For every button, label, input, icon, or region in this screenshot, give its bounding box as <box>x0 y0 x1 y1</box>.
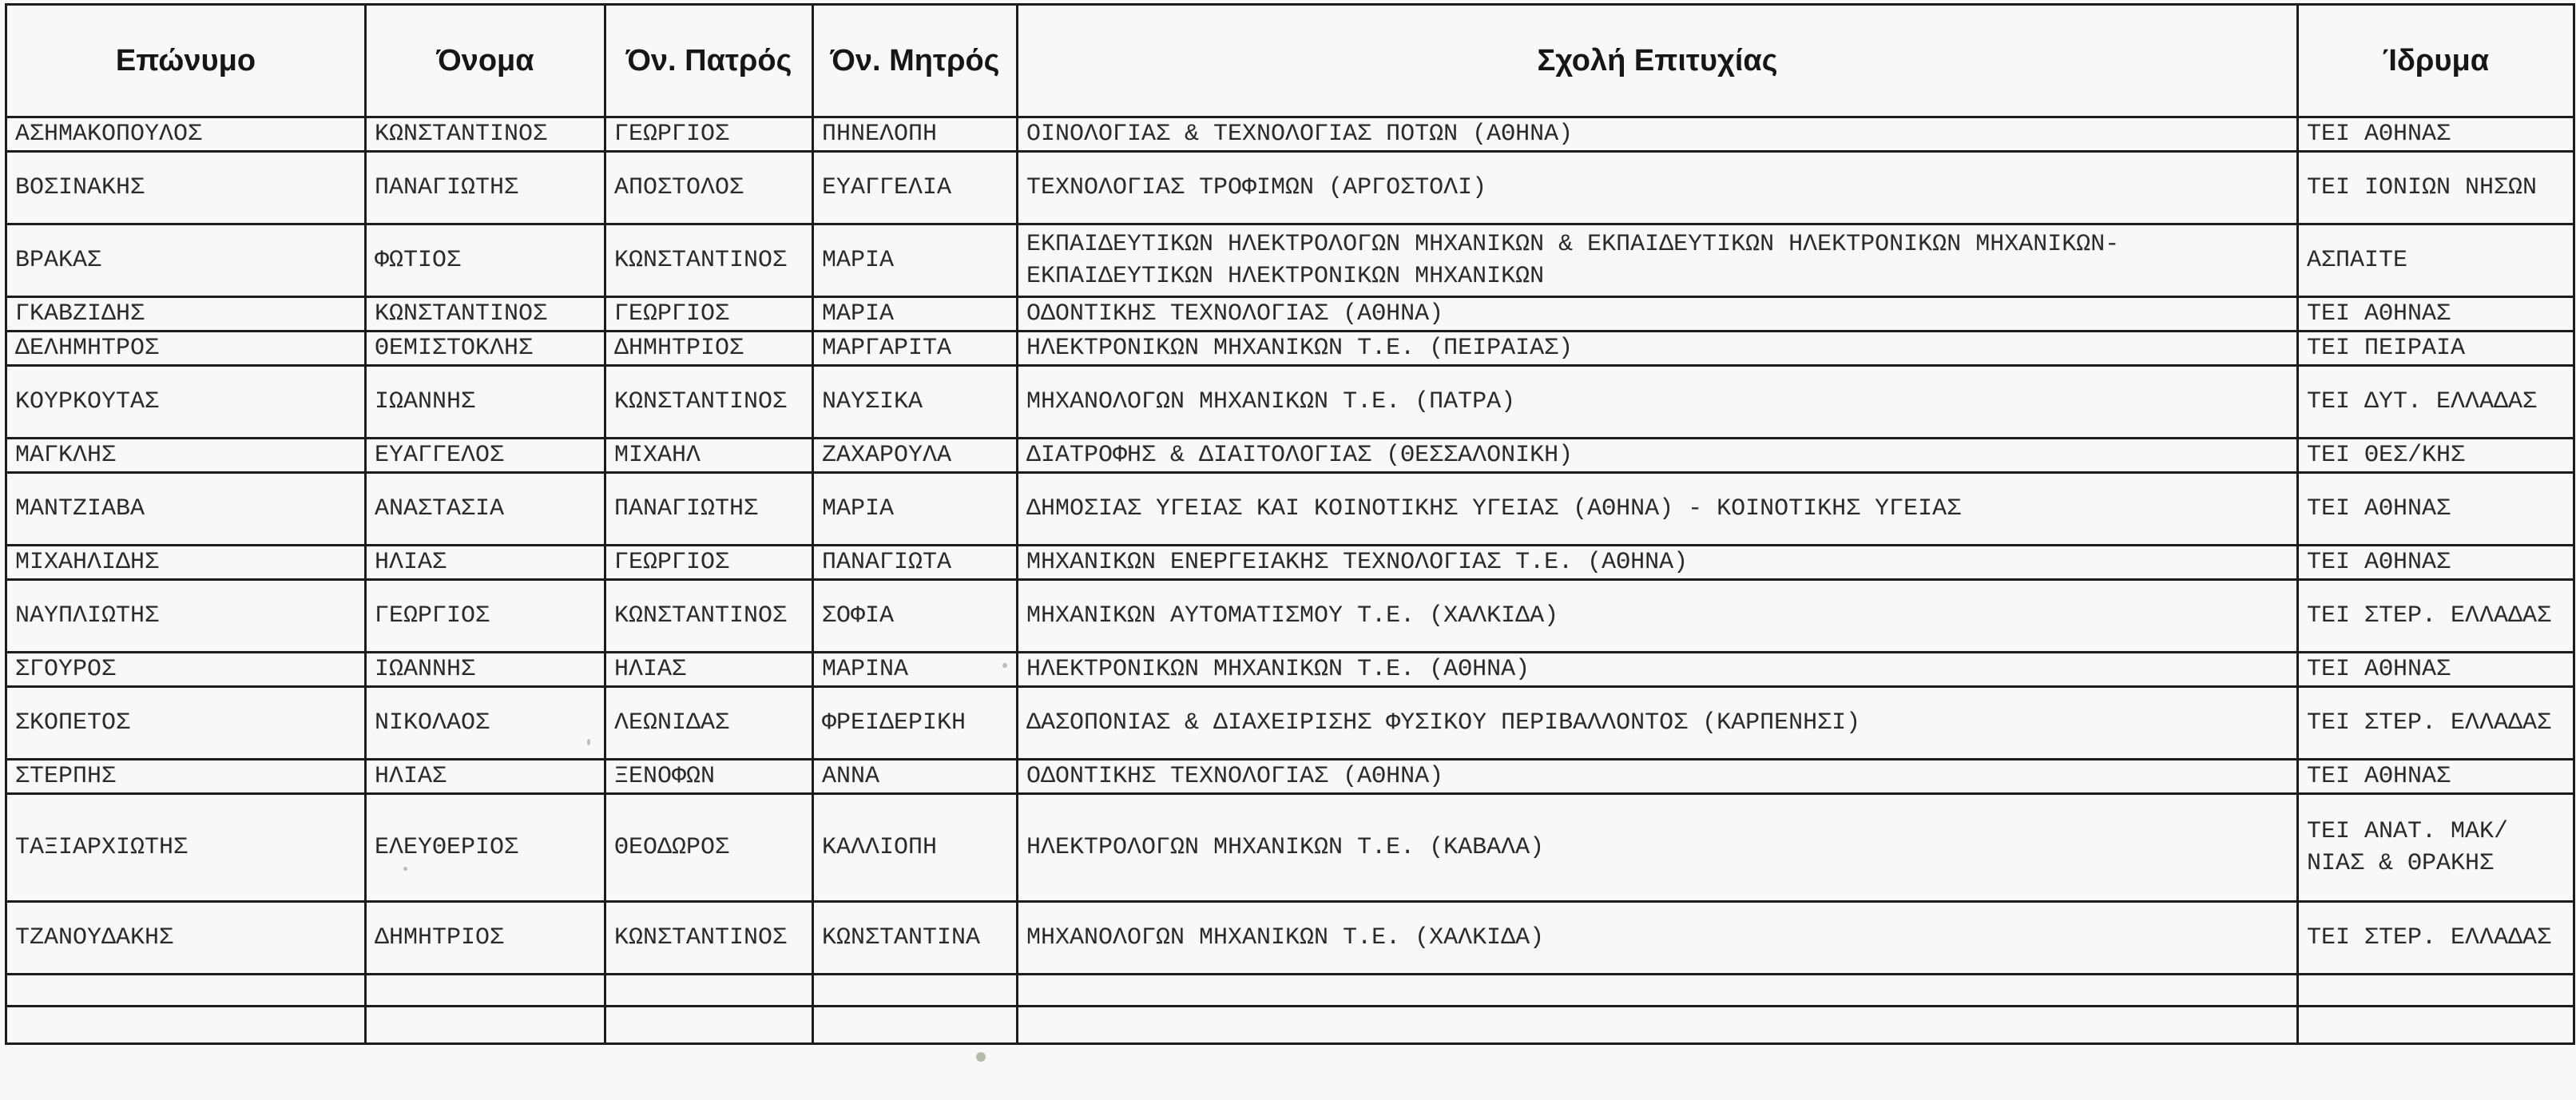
mother-name-cell: ΜΑΡΙΑ <box>813 224 1018 297</box>
table-row <box>6 546 2574 580</box>
blank-row <box>6 1007 2574 1044</box>
table-row <box>6 687 2574 760</box>
institution-cell: ΑΣΠΑΙΤΕ <box>2298 224 2574 297</box>
name-cell: ΗΛΙΑΣ <box>366 546 605 580</box>
name-cell: ΘΕΜΙΣΤΟΚΛΗΣ <box>366 332 605 366</box>
surname-cell: ΜΑΓΚΛΗΣ <box>6 439 366 473</box>
surname-cell: ΜΙΧΑΗΛΙΔΗΣ <box>6 546 366 580</box>
father-name-cell: ΓΕΩΡΓΙΟΣ <box>605 546 813 580</box>
mother-name-cell: ΠΑΝΑΓΙΩΤΑ <box>813 546 1018 580</box>
father-name-cell: ΓΕΩΡΓΙΟΣ <box>605 297 813 332</box>
name-cell: ΙΩΑΝΝΗΣ <box>366 366 605 439</box>
school-cell: ΟΔΟΝΤΙΚΗΣ ΤΕΧΝΟΛΟΓΙΑΣ (ΑΘΗΝΑ) <box>1018 297 2298 332</box>
mother-name-cell: ΚΩΝΣΤΑΝΤΙΝΑ <box>813 902 1018 975</box>
father-name-cell: ΚΩΝΣΤΑΝΤΙΝΟΣ <box>605 902 813 975</box>
scan-speck <box>976 1052 986 1062</box>
scan-speck <box>1002 663 1007 668</box>
surname-cell: ΒΡΑΚΑΣ <box>6 224 366 297</box>
institution-cell: ΤΕΙ ΣΤΕΡ. ΕΛΛΑΔΑΣ <box>2298 687 2574 760</box>
school-cell: ΜΗΧΑΝΟΛΟΓΩΝ ΜΗΧΑΝΙΚΩΝ Τ.Ε. (ΠΑΤΡΑ) <box>1018 366 2298 439</box>
mother-name-cell: ΝΑΥΣΙΚΑ <box>813 366 1018 439</box>
name-cell: ΓΕΩΡΓΙΟΣ <box>366 580 605 653</box>
institution-cell: ΤΕΙ ΠΕΙΡΑΙΑ <box>2298 332 2574 366</box>
table-row <box>6 473 2574 546</box>
col-header-mother-name: Όν. Μητρός <box>813 5 1018 117</box>
mother-name-cell: ΚΑΛΛΙΟΠΗ <box>813 794 1018 902</box>
father-name-cell: ΚΩΝΣΤΑΝΤΙΝΟΣ <box>605 580 813 653</box>
institution-cell: ΤΕΙ ΑΘΗΝΑΣ <box>2298 473 2574 546</box>
mother-name-cell: ΦΡΕΙΔΕΡΙΚΗ <box>813 687 1018 760</box>
institution-cell: ΤΕΙ ΑΘΗΝΑΣ <box>2298 117 2574 152</box>
surname-cell: ΣΤΕΡΠΗΣ <box>6 760 366 794</box>
blank-row <box>6 975 2574 1007</box>
table-row <box>6 224 2574 297</box>
father-name-cell: ΚΩΝΣΤΑΝΤΙΝΟΣ <box>605 366 813 439</box>
father-name-cell: ΜΙΧΑΗΛ <box>605 439 813 473</box>
father-name-cell: ΘΕΟΔΩΡΟΣ <box>605 794 813 902</box>
table-row <box>6 580 2574 653</box>
name-cell: ΚΩΝΣΤΑΝΤΙΝΟΣ <box>366 297 605 332</box>
school-cell: ΔΑΣΟΠΟΝΙΑΣ & ΔΙΑΧΕΙΡΙΣΗΣ ΦΥΣΙΚΟΥ ΠΕΡΙΒΑΛΛΟΝΤΟΣ (ΚΑΡΠΕΝΗΣΙ) <box>1018 687 2298 760</box>
name-cell: ΝΙΚΟΛΑΟΣ <box>366 687 605 760</box>
surname-cell: ΤΑΞΙΑΡΧΙΩΤΗΣ <box>6 794 366 902</box>
name-cell: ΕΛΕΥΘΕΡΙΟΣ <box>366 794 605 902</box>
father-name-cell: ΗΛΙΑΣ <box>605 653 813 687</box>
surname-cell: ΒΟΣΙΝΑΚΗΣ <box>6 152 366 224</box>
father-name-cell: ΓΕΩΡΓΙΟΣ <box>605 117 813 152</box>
mother-name-cell: ΜΑΡΙΝΑ <box>813 653 1018 687</box>
table-row <box>6 117 2574 152</box>
institution-cell: ΤΕΙ ΑΘΗΝΑΣ <box>2298 653 2574 687</box>
father-name-cell: ΛΕΩΝΙΔΑΣ <box>605 687 813 760</box>
results-table <box>5 3 2575 1045</box>
institution-cell: ΤΕΙ ΑΘΗΝΑΣ <box>2298 546 2574 580</box>
surname-cell: ΜΑΝΤΖΙΑΒΑ <box>6 473 366 546</box>
school-cell: ΔΙΑΤΡΟΦΗΣ & ΔΙΑΙΤΟΛΟΓΙΑΣ (ΘΕΣΣΑΛΟΝΙΚΗ) <box>1018 439 2298 473</box>
school-cell: ΜΗΧΑΝΟΛΟΓΩΝ ΜΗΧΑΝΙΚΩΝ Τ.Ε. (ΧΑΛΚΙΔΑ) <box>1018 902 2298 975</box>
surname-cell: ΣΓΟΥΡΟΣ <box>6 653 366 687</box>
mother-name-cell: ΜΑΡΙΑ <box>813 473 1018 546</box>
table-row <box>6 366 2574 439</box>
col-header-school: Σχολή Επιτυχίας <box>1018 5 2298 117</box>
name-cell: ΚΩΝΣΤΑΝΤΙΝΟΣ <box>366 117 605 152</box>
surname-cell: ΝΑΥΠΛΙΩΤΗΣ <box>6 580 366 653</box>
mother-name-cell: ΣΟΦΙΑ <box>813 580 1018 653</box>
surname-cell: ΤΖΑΝΟΥΔΑΚΗΣ <box>6 902 366 975</box>
col-header-surname: Επώνυμο <box>6 5 366 117</box>
table-row <box>6 297 2574 332</box>
father-name-cell: ΞΕΝΟΦΩΝ <box>605 760 813 794</box>
school-cell: ΟΔΟΝΤΙΚΗΣ ΤΕΧΝΟΛΟΓΙΑΣ (ΑΘΗΝΑ) <box>1018 760 2298 794</box>
col-header-father-name: Όν. Πατρός <box>605 5 813 117</box>
scan-speck <box>403 867 407 871</box>
mother-name-cell: ΠΗΝΕΛΟΠΗ <box>813 117 1018 152</box>
header-row <box>6 5 2574 117</box>
school-cell: ΟΙΝΟΛΟΓΙΑΣ & ΤΕΧΝΟΛΟΓΙΑΣ ΠΟΤΩΝ (ΑΘΗΝΑ) <box>1018 117 2298 152</box>
surname-cell: ΓΚΑΒΖΙΔΗΣ <box>6 297 366 332</box>
surname-cell: ΚΟΥΡΚΟΥΤΑΣ <box>6 366 366 439</box>
mother-name-cell: ΕΥΑΓΓΕΛΙΑ <box>813 152 1018 224</box>
institution-cell: ΤΕΙ ΑΘΗΝΑΣ <box>2298 297 2574 332</box>
table-row <box>6 794 2574 902</box>
table-row <box>6 152 2574 224</box>
school-cell: ΜΗΧΑΝΙΚΩΝ ΕΝΕΡΓΕΙΑΚΗΣ ΤΕΧΝΟΛΟΓΙΑΣ Τ.Ε. (ΑΘΗΝΑ) <box>1018 546 2298 580</box>
table-row <box>6 653 2574 687</box>
name-cell: ΑΝΑΣΤΑΣΙΑ <box>366 473 605 546</box>
institution-cell: ΤΕΙ ΑΝΑΤ. ΜΑΚ/ΝΙΑΣ & ΘΡΑΚΗΣ <box>2298 794 2574 902</box>
mother-name-cell: ΜΑΡΓΑΡΙΤΑ <box>813 332 1018 366</box>
col-header-institution: Ίδρυμα <box>2298 5 2574 117</box>
institution-cell: ΤΕΙ ΑΘΗΝΑΣ <box>2298 760 2574 794</box>
institution-cell: ΤΕΙ ΣΤΕΡ. ΕΛΛΑΔΑΣ <box>2298 902 2574 975</box>
school-cell: ΗΛΕΚΤΡΟΛΟΓΩΝ ΜΗΧΑΝΙΚΩΝ Τ.Ε. (ΚΑΒΑΛΑ) <box>1018 794 2298 902</box>
name-cell: ΙΩΑΝΝΗΣ <box>366 653 605 687</box>
surname-cell: ΣΚΟΠΕΤΟΣ <box>6 687 366 760</box>
table-body <box>6 117 2574 1044</box>
name-cell: ΠΑΝΑΓΙΩΤΗΣ <box>366 152 605 224</box>
father-name-cell: ΚΩΝΣΤΑΝΤΙΝΟΣ <box>605 224 813 297</box>
surname-cell: ΔΕΛΗΜΗΤΡΟΣ <box>6 332 366 366</box>
mother-name-cell: ΑΝΝΑ <box>813 760 1018 794</box>
name-cell: ΗΛΙΑΣ <box>366 760 605 794</box>
table-row <box>6 332 2574 366</box>
mother-name-cell: ΜΑΡΙΑ <box>813 297 1018 332</box>
school-cell: ΗΛΕΚΤΡΟΝΙΚΩΝ ΜΗΧΑΝΙΚΩΝ Τ.Ε. (ΠΕΙΡΑΙΑΣ) <box>1018 332 2298 366</box>
institution-cell: ΤΕΙ ΔΥΤ. ΕΛΛΑΔΑΣ <box>2298 366 2574 439</box>
father-name-cell: ΠΑΝΑΓΙΩΤΗΣ <box>605 473 813 546</box>
institution-cell: ΤΕΙ ΘΕΣ/ΚΗΣ <box>2298 439 2574 473</box>
name-cell: ΕΥΑΓΓΕΛΟΣ <box>366 439 605 473</box>
table-row <box>6 439 2574 473</box>
scan-speck <box>587 739 590 745</box>
name-cell: ΦΩΤΙΟΣ <box>366 224 605 297</box>
school-cell: ΗΛΕΚΤΡΟΝΙΚΩΝ ΜΗΧΑΝΙΚΩΝ Τ.Ε. (ΑΘΗΝΑ) <box>1018 653 2298 687</box>
surname-cell: ΑΣΗΜΑΚΟΠΟΥΛΟΣ <box>6 117 366 152</box>
institution-cell: ΤΕΙ ΣΤΕΡ. ΕΛΛΑΔΑΣ <box>2298 580 2574 653</box>
father-name-cell: ΔΗΜΗΤΡΙΟΣ <box>605 332 813 366</box>
school-cell: ΔΗΜΟΣΙΑΣ ΥΓΕΙΑΣ ΚΑΙ ΚΟΙΝΟΤΙΚΗΣ ΥΓΕΙΑΣ (ΑΘΗΝΑ) - ΚΟΙΝΟΤΙΚΗΣ ΥΓΕΙΑΣ <box>1018 473 2298 546</box>
school-cell: ΤΕΧΝΟΛΟΓΙΑΣ ΤΡΟΦΙΜΩΝ (ΑΡΓΟΣΤΟΛΙ) <box>1018 152 2298 224</box>
school-cell: ΜΗΧΑΝΙΚΩΝ ΑΥΤΟΜΑΤΙΣΜΟΥ Τ.Ε. (ΧΑΛΚΙΔΑ) <box>1018 580 2298 653</box>
institution-cell: ΤΕΙ ΙΟΝΙΩΝ ΝΗΣΩΝ <box>2298 152 2574 224</box>
table-row <box>6 760 2574 794</box>
col-header-name: Όνομα <box>366 5 605 117</box>
school-cell: ΕΚΠΑΙΔΕΥΤΙΚΩΝ ΗΛΕΚΤΡΟΛΟΓΩΝ ΜΗΧΑΝΙΚΩΝ & ΕΚΠΑΙΔΕΥΤΙΚΩΝ ΗΛΕΚΤΡΟΝΙΚΩΝ ΜΗΧΑΝΙΚΩΝ- ΕΚΠΑΙΔΕΥΤΙΚΩΝ ΗΛΕΚΤΡΟΝΙΚΩΝ ΜΗΧΑΝΙΚΩΝ <box>1018 224 2298 297</box>
mother-name-cell: ΖΑΧΑΡΟΥΛΑ <box>813 439 1018 473</box>
name-cell: ΔΗΜΗΤΡΙΟΣ <box>366 902 605 975</box>
table-row <box>6 902 2574 975</box>
father-name-cell: ΑΠΟΣΤΟΛΟΣ <box>605 152 813 224</box>
